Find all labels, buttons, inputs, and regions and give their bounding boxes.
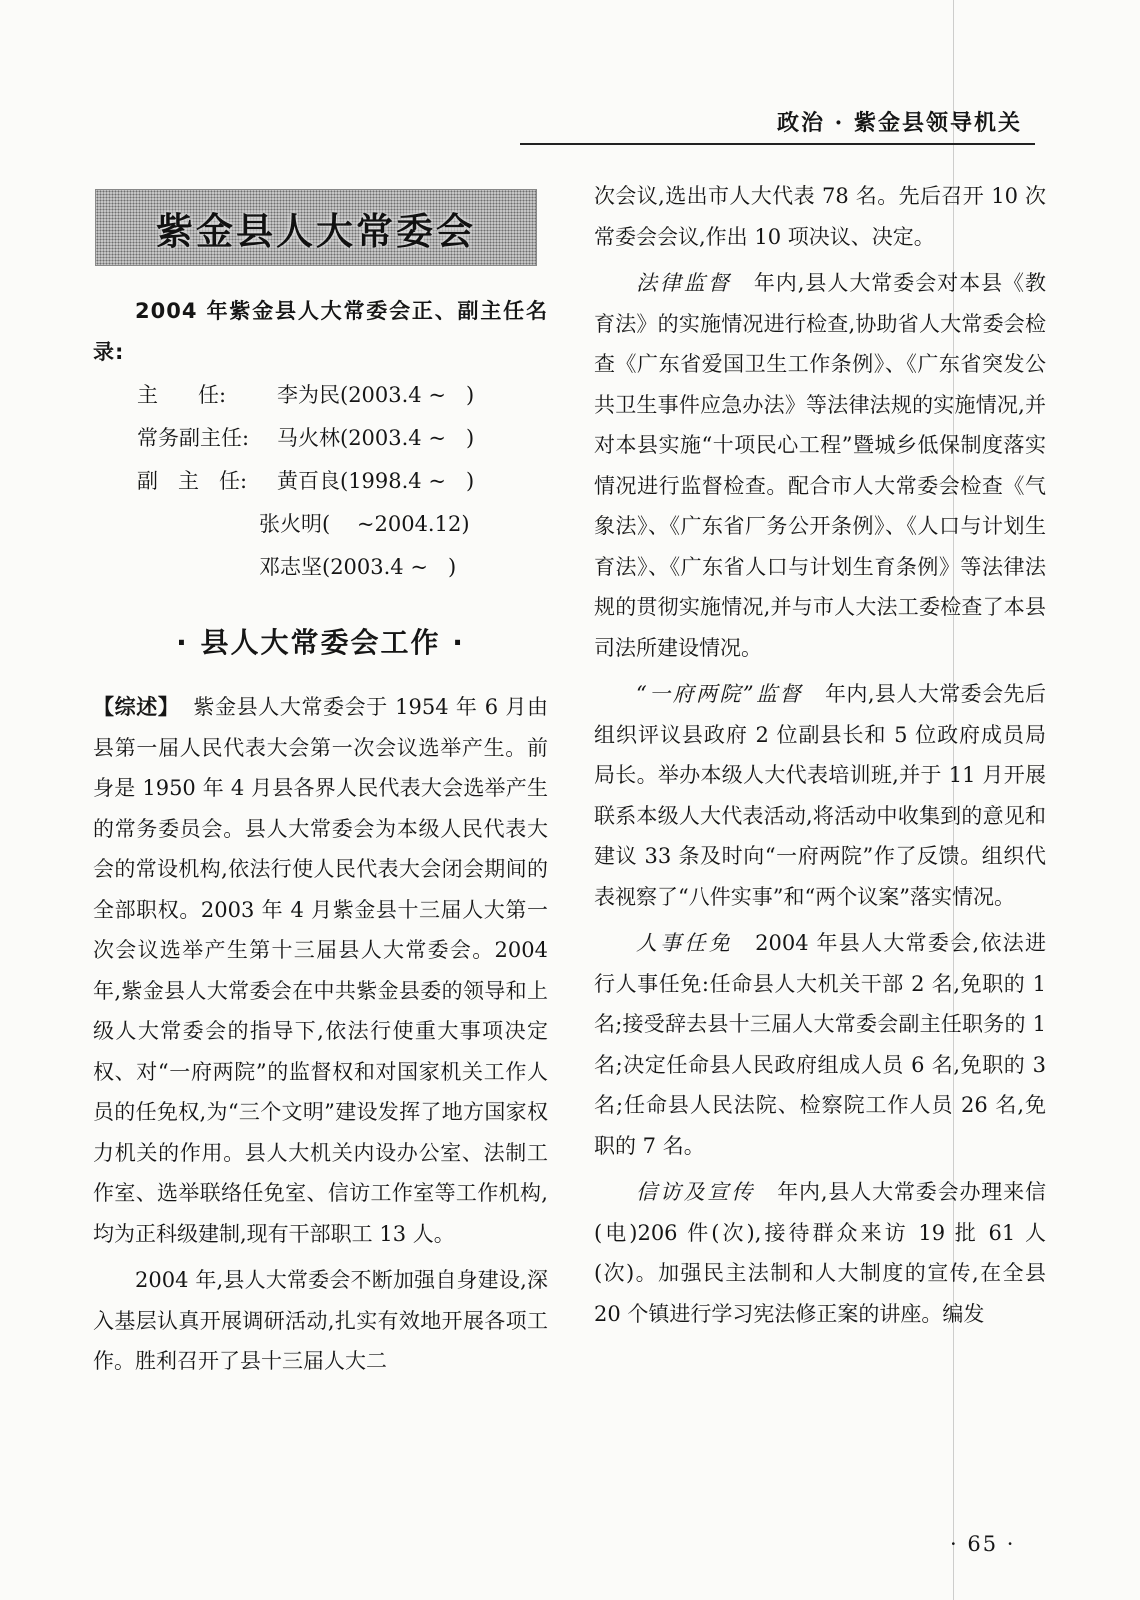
roster-name: 张火明( ~2004.12) [259, 512, 470, 536]
roster-role: 副 主 任: [137, 469, 248, 493]
roster-role: 主 任: [137, 383, 227, 407]
header-rule [520, 143, 1035, 145]
running-header: 政治 · 紫金县领导机关 [777, 110, 1022, 136]
section-subheading: 信访及宣传 [636, 1180, 756, 1204]
left-column [93, 291, 548, 1382]
roster-name: 邓志坚(2003.4 ~ ) [259, 555, 457, 579]
roster-row [93, 374, 548, 417]
right-column [594, 176, 1046, 1334]
section-paragraph [594, 263, 1046, 668]
section-text: 2004 年县人大常委会,依法进行人事任免:任命县人大机关干部 2 名,免职的 1 名;接受辞去县十三届人大常委会副主任职务的 1 名;决定任命县人民政府组成人员 6 名,免职的 3 名;任命县人民法院、检察院工作人员 26 名,免职的 7 名。 [594, 931, 1047, 1158]
roster-name: 李为民(2003.4 ~ ) [277, 383, 475, 407]
section-text: 年内,县人大常委会办理来信(电)206 件(次),接待群众来访 19 批 61 人(次)。加强民主法制和人大制度的宣传,在全县 20 个镇进行学习宪法修正案的讲座。编发 [594, 1180, 1046, 1326]
work-summary-paragraph: 2004 年,县人大常委会不断加强自身建设,深入基层认真开展调研活动,扎实有效地开展各项工作。胜利召开了县十三届人大二 [93, 1268, 548, 1373]
roster-name: 马火林(2003.4 ~ ) [277, 426, 475, 450]
title-banner [95, 189, 537, 266]
roster-name: 黄百良(1998.4 ~ ) [277, 469, 475, 493]
section-paragraph [594, 1172, 1046, 1334]
section-subheading: 法律监督 [636, 271, 732, 295]
roster-row [93, 503, 548, 546]
overview-paragraph [93, 687, 548, 1254]
overview-lead: 【综述】 [93, 695, 180, 719]
continuation-paragraph: 次会议,选出市人大代表 78 名。先后召开 10 次常委会会议,作出 10 项决议、决定。 [594, 184, 1046, 249]
roster-list [93, 374, 548, 589]
section-subheading: 人事任免 [636, 931, 734, 955]
roster-row [93, 460, 548, 503]
section-text: 年内,县人大常委会对本县《教育法》的实施情况进行检查,协助省人大常委会检查《广东省爱国卫生工作条例》、《广东省突发公共卫生事件应急办法》等法律法规的实施情况,并对本县实施“十项民心工程”暨城乡低保制度落实情况进行监督检查。配合市人大常委会检查《气象法》、《广东省厂务公开条例》、《人口与计划生育法》、《广东省人口与计划生育条例》等法律法规的贯彻实施情况,并与市人大法工委检查了本县司法所建设情况。 [594, 271, 1046, 660]
section-paragraph [594, 674, 1046, 917]
section-text: 年内,县人大常委会先后组织评议县政府 2 位副县长和 5 位政府成员局局长。举办本级人大代表培训班,并于 11 月开展联系本级人大代表活动,将活动中收集到的意见和建议 33 条及时向“一府两院”作了反馈。组织代表视察了“八件实事”和“两个议案”落实情况。 [594, 682, 1046, 909]
roster-role: 常务副主任: [137, 426, 250, 450]
page-number: · 65 · [950, 1532, 1016, 1556]
roster-row [93, 417, 548, 460]
overview-text: 紫金县人大常委会于 1954 年 6 月由县第一届人民代表大会第一次会议选举产生。前身是 1950 年 4 月县各界人民代表大会选举产生的常务委员会。县人大常委会为本级人民代表大会的常设机构,依法行使人民代表大会闭会期间的全部职权。2003 年 4 月紫金县十三届人大第一次会议选举产生第十三届县人大常委会。2004 年,紫金县人大常委会在中共紫金县委的领导和上级人大常委会的指导下,依法行使重大事项决定权、对“一府两院”的监督权和对国家机关工作人员的任免权,为“三个文明”建设发挥了地方国家权力机关的作用。县人大机关内设办公室、法制工作室、选举联络任免室、信访工作室等工作机构,均为正科级建制,现有干部职工 13 人。 [93, 695, 548, 1246]
section-heading: · 县人大常委会工作 · [176, 626, 465, 659]
page-title: 紫金县人大常委会 [156, 209, 476, 253]
section-subheading: “一府两院”监督 [636, 682, 803, 706]
section-paragraph [594, 923, 1046, 1166]
roster-row [93, 546, 548, 589]
roster-heading: 2004 年紫金县人大常委会正、副主任名录: [93, 299, 548, 364]
